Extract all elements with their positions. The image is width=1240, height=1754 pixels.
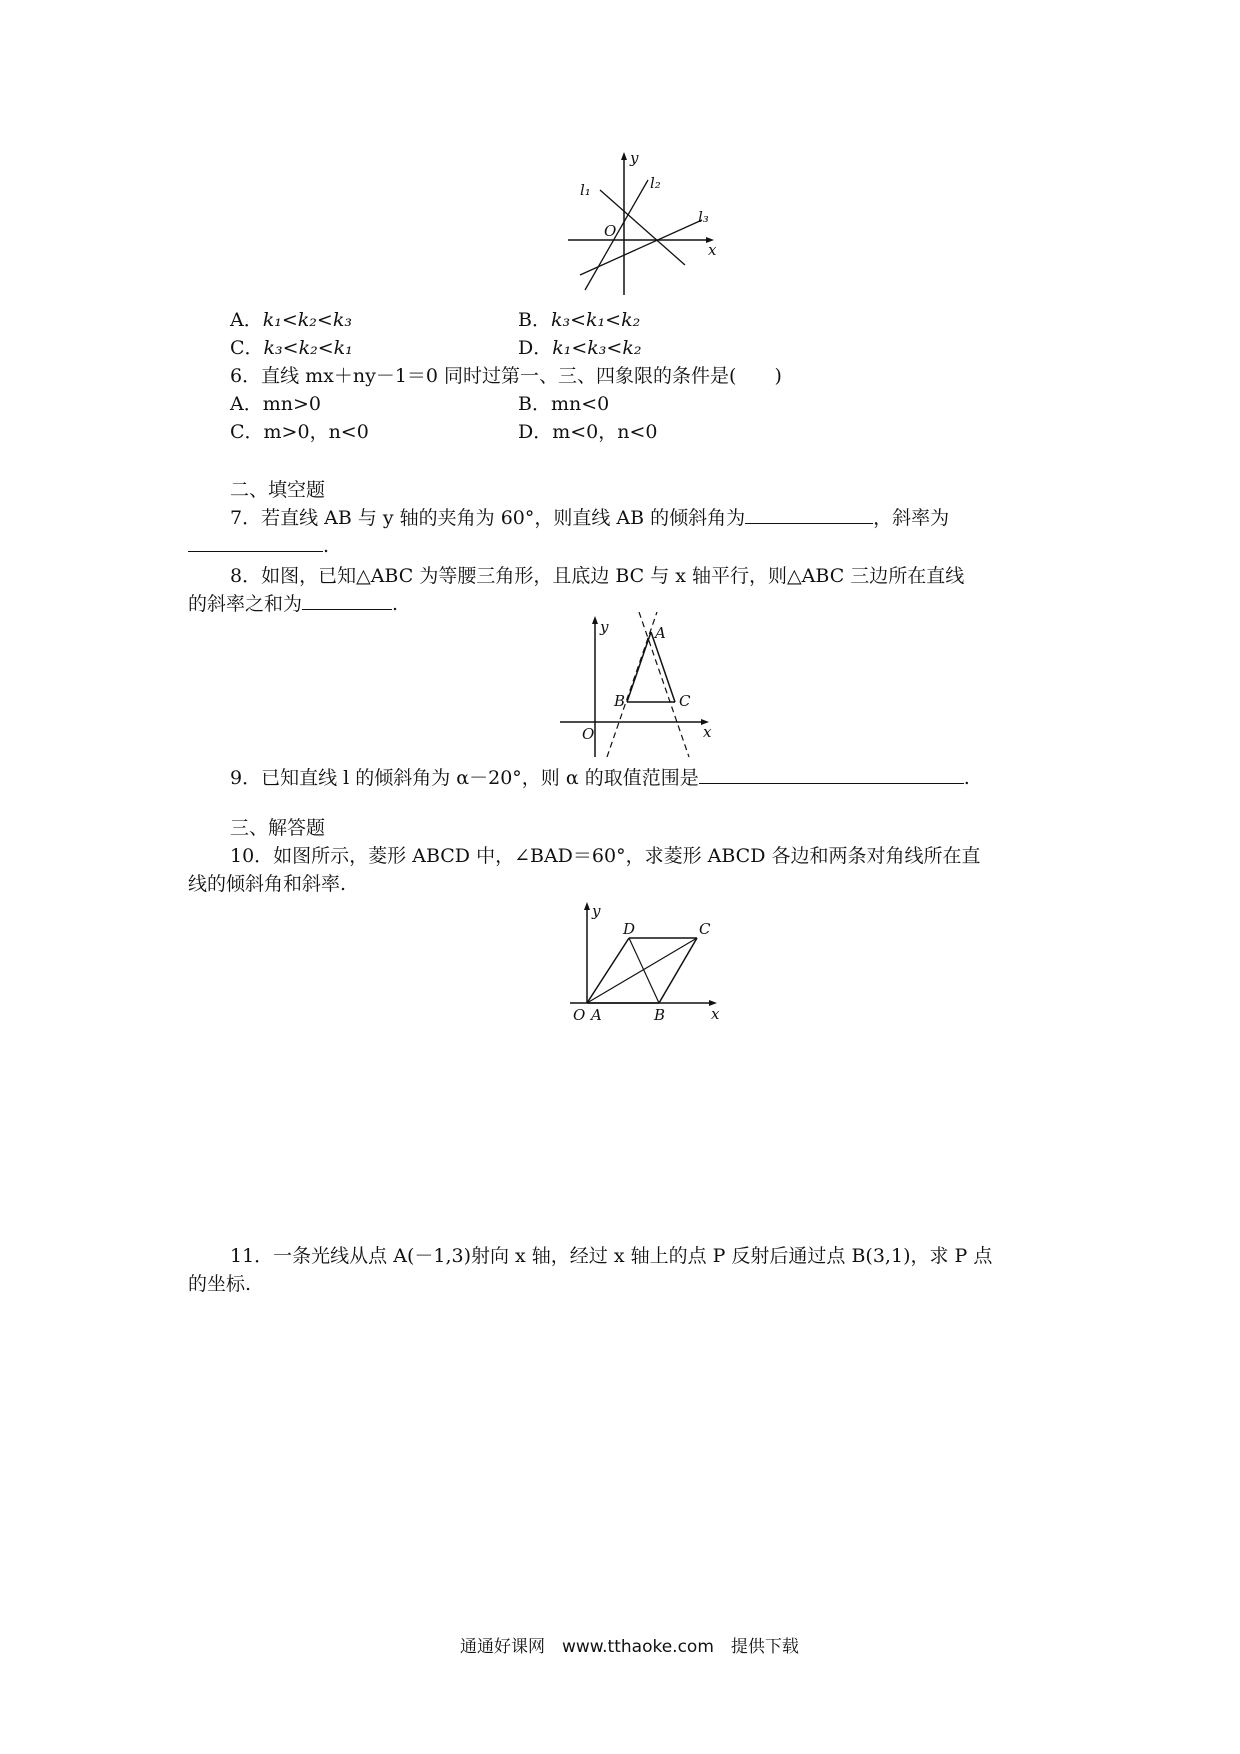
q5-option-c: C．k₃<k₂<k₁ xyxy=(230,337,353,359)
q6-option-c: C．m>0，n<0 xyxy=(230,421,369,443)
q8-label-a: A xyxy=(655,624,666,642)
q5-line-l3 xyxy=(580,220,702,275)
q11-line1: 11．一条光线从点 A(－1,3)射向 x 轴，经过 x 轴上的点 P 反射后通过点 B(3,1)，求 P 点 xyxy=(230,1245,993,1267)
q11-line2: 的坐标. xyxy=(188,1273,252,1295)
q8-label-x: x xyxy=(703,723,712,741)
q5-label-l1: l₁ xyxy=(580,181,591,199)
q6-option-d: D．m<0，n<0 xyxy=(518,421,658,443)
q10-label-y: y xyxy=(592,902,601,920)
q10-line2: 线的倾斜角和斜率. xyxy=(188,873,347,895)
q10-diagonal-ac xyxy=(587,938,697,1003)
q8-side-ac xyxy=(651,632,675,702)
q8-line1: 8．如图，已知△ABC 为等腰三角形，且底边 BC 与 x 轴平行，则△ABC 三边所在直线 xyxy=(230,565,965,587)
q10-side-bc xyxy=(659,938,697,1003)
q10-diagonal-bd xyxy=(629,938,659,1003)
q10-label-o: O xyxy=(573,1006,586,1024)
section3-title: 三、解答题 xyxy=(230,817,326,839)
q7-blank1[interactable] xyxy=(745,505,873,524)
q9-blank[interactable] xyxy=(699,765,964,784)
q10-label-a: A xyxy=(591,1006,602,1024)
q5-label-y: y xyxy=(630,150,639,167)
q8-figure xyxy=(555,612,725,762)
q5-option-b: B．k₃<k₁<k₂ xyxy=(518,309,641,331)
q10-figure xyxy=(565,898,735,1028)
q5-line-l2 xyxy=(585,180,648,290)
q6-option-b: B．mn<0 xyxy=(518,393,610,415)
q5-figure xyxy=(560,150,720,300)
q5-y-arrow xyxy=(621,152,627,160)
q5-label-x: x xyxy=(708,241,717,259)
page-footer: 通通好课网 www.tthaoke.com 提供下载 xyxy=(460,1637,799,1657)
q8-label-o: O xyxy=(582,725,595,743)
q5-label-l3: l₃ xyxy=(698,208,709,226)
q10-label-b: B xyxy=(654,1006,666,1024)
q8-y-arrow xyxy=(592,616,598,624)
q8-dash-left xyxy=(607,612,657,757)
q8-blank[interactable] xyxy=(302,591,392,610)
q5-label-o: O xyxy=(604,222,617,240)
q10-label-c: C xyxy=(699,920,711,938)
q5-option-d: D．k₁<k₃<k₂ xyxy=(518,337,642,359)
q6-option-a: A．mn>0 xyxy=(230,393,321,415)
q5-label-l2: l₂ xyxy=(650,174,661,192)
section2-title: 二、填空题 xyxy=(230,479,326,501)
q8-label-c: C xyxy=(679,692,691,710)
q8-label-b: B xyxy=(614,692,626,710)
q10-label-x: x xyxy=(711,1005,720,1023)
q8-side-ab xyxy=(627,632,651,702)
q10-side-da xyxy=(587,938,629,1003)
q5-option-a: A．k₁<k₂<k₃ xyxy=(230,309,352,331)
q7-line1: 7．若直线 AB 与 y 轴的夹角为 60°，则直线 AB 的倾斜角为 ，斜率为 xyxy=(230,507,950,529)
q6-stem: 6．直线 mx＋ny－1＝0 同时过第一、三、四象限的条件是( ) xyxy=(230,365,782,387)
q8-line2: 的斜率之和为 . xyxy=(188,593,399,615)
q10-label-d: D xyxy=(623,920,636,938)
q10-y-arrow xyxy=(584,902,590,910)
q7-blank2[interactable] xyxy=(188,533,323,552)
q9-line: 9．已知直线 l 的倾斜角为 α－20°，则 α 的取值范围是 . xyxy=(230,767,970,789)
q8-label-y: y xyxy=(600,618,609,636)
q7-line2: . xyxy=(188,532,329,560)
q10-line1: 10．如图所示，菱形 ABCD 中，∠BAD＝60°，求菱形 ABCD 各边和两条对角线所在直 xyxy=(230,845,981,867)
